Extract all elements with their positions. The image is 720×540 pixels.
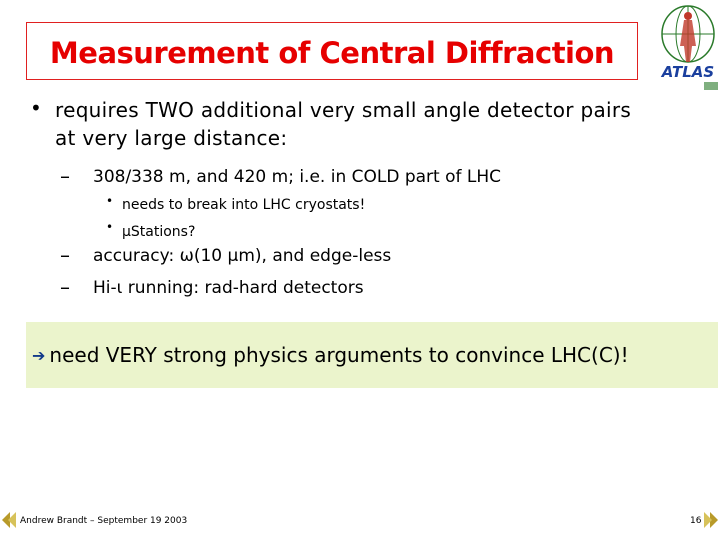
sub3-text	[93, 278, 364, 298]
sub2-text	[93, 246, 391, 266]
en-dash-icon: –	[60, 164, 70, 188]
bullet1-line2: at very large distance:	[55, 126, 288, 150]
navigation-arrows-icon[interactable]	[702, 509, 720, 531]
sub3-glyph: ι	[116, 278, 123, 298]
callout-text: need VERY strong physics arguments to convince LHC(C)!	[49, 343, 629, 367]
en-dash-icon: –	[60, 275, 70, 299]
en-dash-icon: –	[60, 243, 70, 267]
sub1-item-2: µStations?	[122, 224, 196, 240]
callout-box	[26, 322, 718, 388]
bullet1-line1: requires TWO additional very small angle detector pairs	[55, 98, 632, 122]
right-arrow-icon: ➔	[32, 345, 46, 365]
sub2-prefix: accuracy:	[93, 246, 180, 266]
sub2-suffix: (10 µm), and edge-less	[193, 246, 392, 266]
slide-title: Measurement of Central Diffraction	[49, 36, 615, 70]
bullet-dot-icon: •	[30, 96, 42, 120]
footer-author: Andrew Brandt – September 19 2003	[20, 516, 188, 526]
sub3-suffix: running: rad-hard detectors	[122, 278, 364, 298]
navigation-arrows-icon[interactable]	[0, 509, 18, 531]
page-number: 16	[690, 516, 702, 526]
atlas-logo-icon	[648, 2, 720, 92]
logo-text: ATLAS	[661, 63, 715, 81]
sub3-prefix: Hi-	[93, 278, 117, 298]
bullet-dot-icon: •	[106, 220, 114, 234]
sub1-item-1: needs to break into LHC cryostats!	[122, 197, 366, 213]
sub1-text: 308/338 m, and 420 m; i.e. in COLD part of LHC	[93, 167, 502, 187]
bullet-dot-icon: •	[106, 194, 114, 208]
sub2-glyph: ω	[179, 246, 194, 266]
